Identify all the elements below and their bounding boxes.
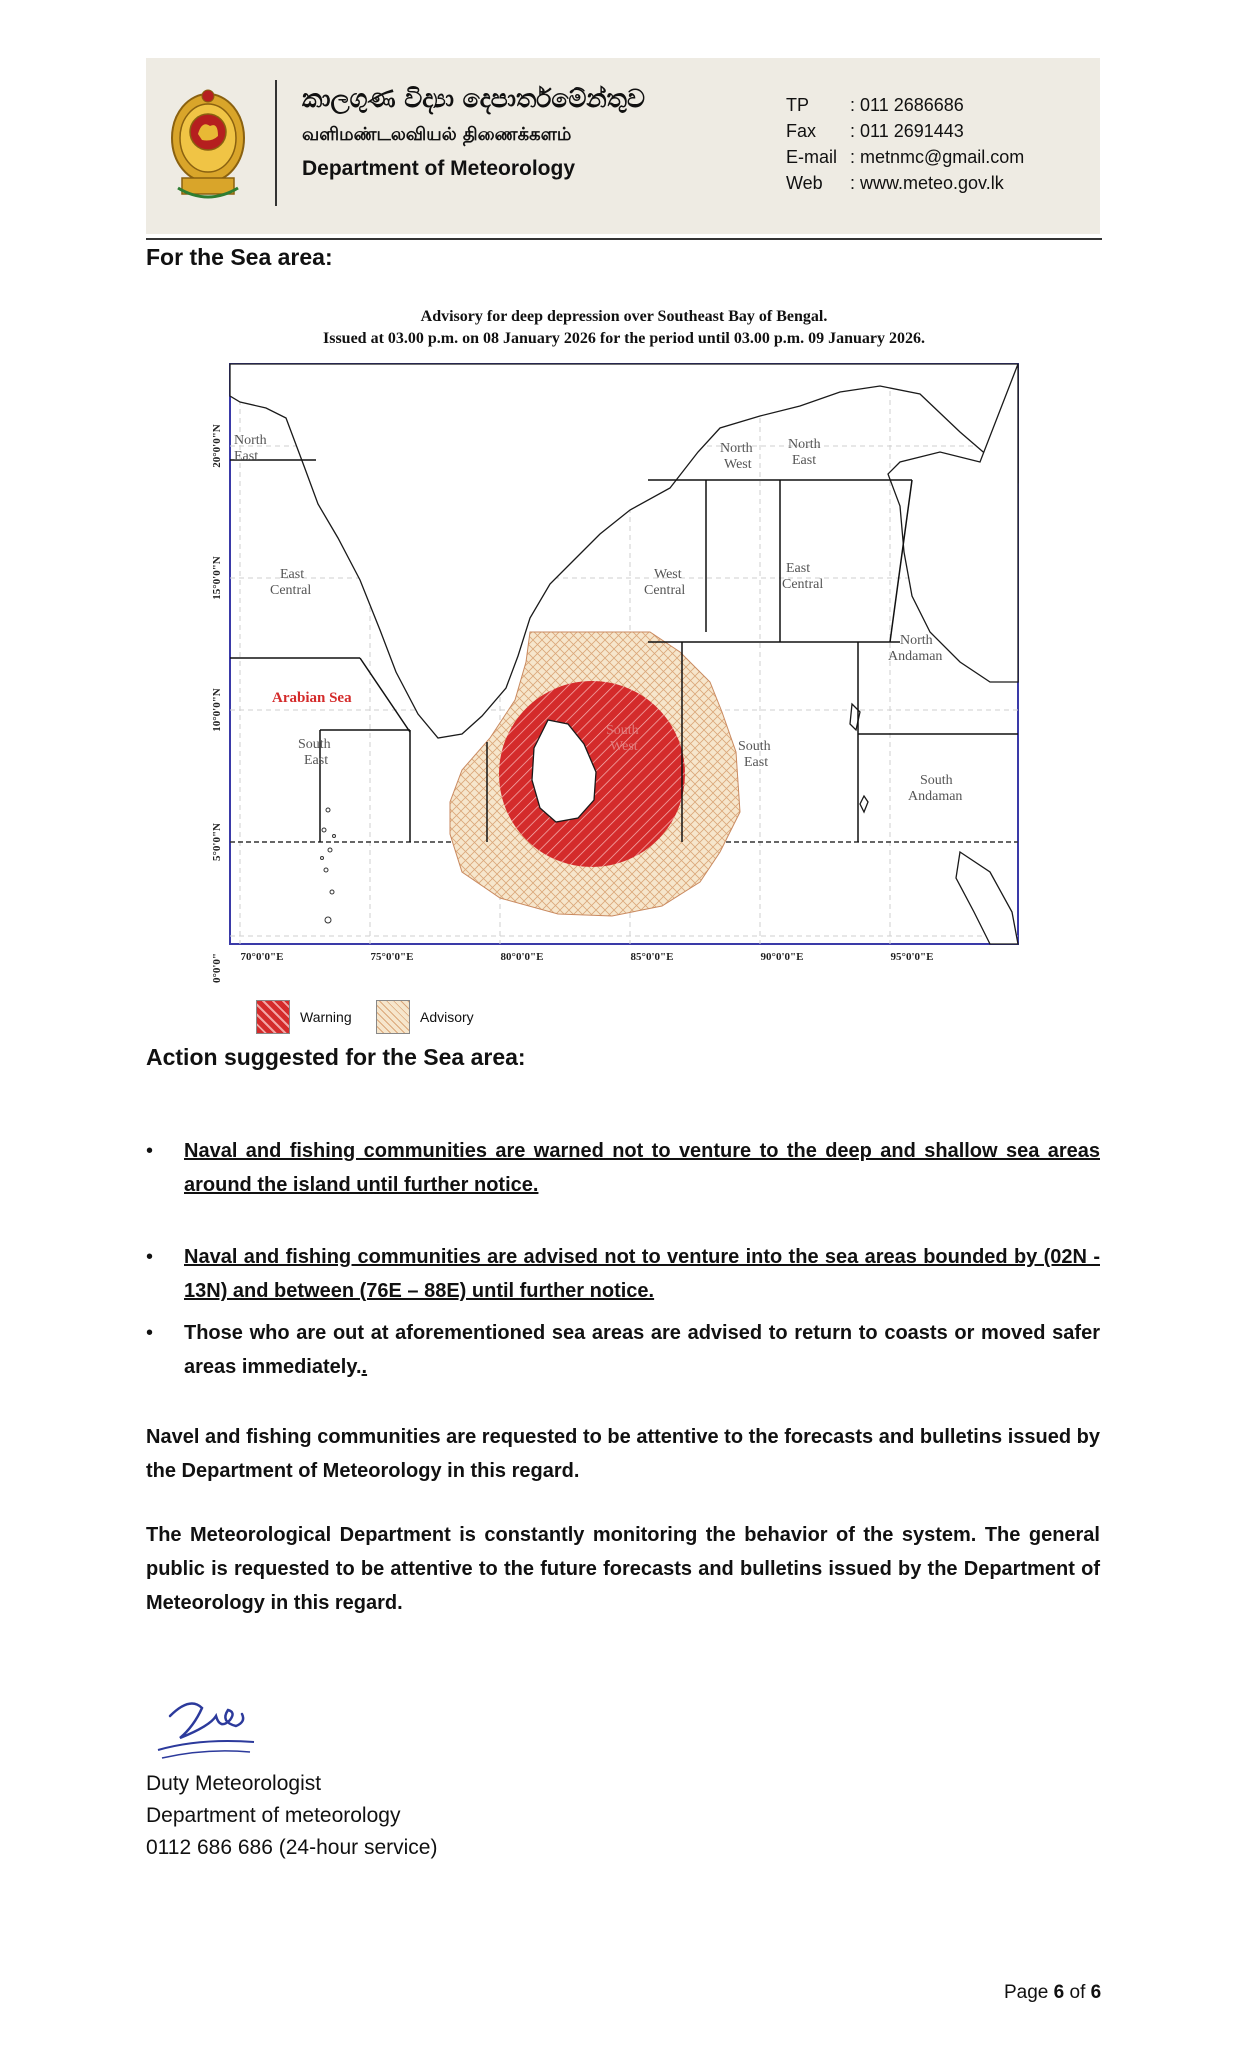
page-total: 6: [1090, 1982, 1102, 2003]
contact-row: [786, 170, 1024, 196]
region-label: Central: [782, 577, 824, 592]
signature-block: [146, 1768, 437, 1864]
region-label: East: [792, 453, 817, 468]
paragraph-monitoring: The Meteorological Department is constantly monitoring the behavior of the system. The general public is requested to be attentive to the future forecasts and bulletins issued by the Department of Meteorology in this regard.: [146, 1524, 1100, 1614]
sea-area-map: [200, 352, 1048, 1000]
contact-value: : 011 2691443: [850, 121, 964, 141]
arabian-sea-label: Arabian Sea: [272, 690, 352, 706]
page-number: [1004, 1982, 1101, 2004]
page-current: 6: [1053, 1982, 1065, 2003]
signatory-phone: 0112 686 686 (24-hour service): [146, 1836, 438, 1859]
signature-icon: [150, 1686, 270, 1764]
map-title-line1: Advisory for deep depression over Southeast Bay of Bengal.: [420, 308, 828, 325]
y-tick-label: 20°0'0"N: [211, 424, 223, 468]
advisory-swatch: [376, 1000, 410, 1034]
contact-value: : 011 2686686: [850, 95, 964, 115]
contact-key: Web: [786, 173, 823, 193]
region-label: West: [610, 739, 638, 754]
contact-value[interactable]: : metnmc@gmail.com: [850, 147, 1025, 167]
bullet-text: Naval and fishing communities are advised not to venture into the sea areas bounded by (02N - 13N) and between (76E – 88E) until further notice.: [184, 1246, 1100, 1302]
sea-area-heading: For the Sea area:: [146, 244, 333, 270]
region-label: West: [724, 457, 752, 472]
x-tick-label: 75°0'0"E: [370, 951, 414, 963]
x-tick-label: 85°0'0"E: [630, 951, 674, 963]
region-label: East: [234, 449, 259, 464]
x-tick-label: 80°0'0"E: [500, 951, 544, 963]
y-tick-label: 0°0'0": [211, 952, 223, 984]
contact-row: [786, 144, 1024, 170]
organization-names: [302, 84, 645, 181]
legend-warning-label: Warning: [300, 1009, 352, 1025]
bullet-text: Naval and fishing communities are warned not to venture to the deep and shallow sea areas around the island until further notice.: [184, 1140, 1100, 1196]
region-label: Andaman: [908, 789, 963, 804]
x-tick-label: 70°0'0"E: [240, 951, 284, 963]
region-label: East: [280, 567, 305, 582]
x-tick-label: 95°0'0"E: [890, 951, 934, 963]
x-tick-label: 90°0'0"E: [760, 951, 804, 963]
region-label: South: [738, 739, 771, 754]
y-tick-label: 10°0'0"N: [211, 688, 223, 732]
header-rule: [146, 238, 1102, 240]
bullet-end-mark: .: [361, 1356, 368, 1378]
bullet-icon: •: [146, 1322, 154, 1344]
region-label: North: [900, 633, 933, 648]
region-label: West: [654, 567, 682, 582]
region-label: South: [606, 723, 639, 738]
org-name-english: Department of Meteorology: [302, 157, 576, 180]
region-label: East: [786, 561, 811, 576]
header-divider: [275, 80, 277, 206]
contact-details: [786, 92, 1024, 196]
bullet-icon: •: [146, 1246, 154, 1268]
signatory-department: Department of meteorology: [146, 1804, 401, 1827]
letterhead: [146, 58, 1100, 234]
action-heading: Action suggested for the Sea area:: [146, 1044, 526, 1070]
legend-advisory: [376, 1000, 474, 1034]
region-label: North: [234, 433, 267, 448]
contact-key: E-mail: [786, 147, 838, 167]
sri-lanka-emblem-icon: [168, 82, 248, 206]
y-tick-label: 15°0'0"N: [211, 556, 223, 600]
page-prefix: Page: [1004, 1982, 1054, 2003]
list-item: [146, 1240, 1100, 1308]
region-label: East: [744, 755, 769, 770]
legend-warning: [256, 1000, 352, 1034]
region-label: East: [304, 753, 329, 768]
region-label: Andaman: [888, 649, 943, 664]
warning-swatch: [256, 1000, 290, 1034]
list-item: [146, 1134, 1100, 1202]
page-middle: of: [1064, 1982, 1091, 2003]
y-tick-label: 5°0'0"N: [211, 822, 223, 862]
signatory-title: Duty Meteorologist: [146, 1772, 322, 1795]
org-name-tamil: வளிமண்டலவியல் திணைக்களம்: [302, 124, 572, 145]
region-label: South: [298, 737, 331, 752]
list-item: [146, 1316, 1100, 1384]
contact-key: TP: [786, 95, 810, 115]
contact-value[interactable]: : www.meteo.gov.lk: [850, 173, 1004, 193]
paragraph-attentive: Navel and fishing communities are requested to be attentive to the forecasts and bulletins issued by the Department of Meteorology in this regard.: [146, 1426, 1100, 1482]
region-label: Central: [644, 583, 686, 598]
contact-row: [786, 118, 1024, 144]
bullet-text-wrap: [184, 1316, 1100, 1384]
region-label: South: [920, 773, 953, 788]
contact-key: Fax: [786, 121, 817, 141]
bullet-icon: •: [146, 1140, 154, 1162]
contact-row: [786, 92, 1024, 118]
map-title-line2: Issued at 03.00 p.m. on 08 January 2026 for the period until 03.00 p.m. 09 January 2026.: [323, 330, 925, 347]
region-label: North: [720, 441, 753, 456]
org-name-sinhala: කාලගුණ විද්‍යා දෙපාර්තමේන්තුව: [302, 84, 645, 113]
region-label: North: [788, 437, 821, 452]
region-label: Central: [270, 583, 312, 598]
bullet-text: Those who are out at aforementioned sea areas are advised to return to coasts or moved safer areas immediately.: [184, 1322, 1100, 1378]
legend-advisory-label: Advisory: [420, 1009, 474, 1025]
